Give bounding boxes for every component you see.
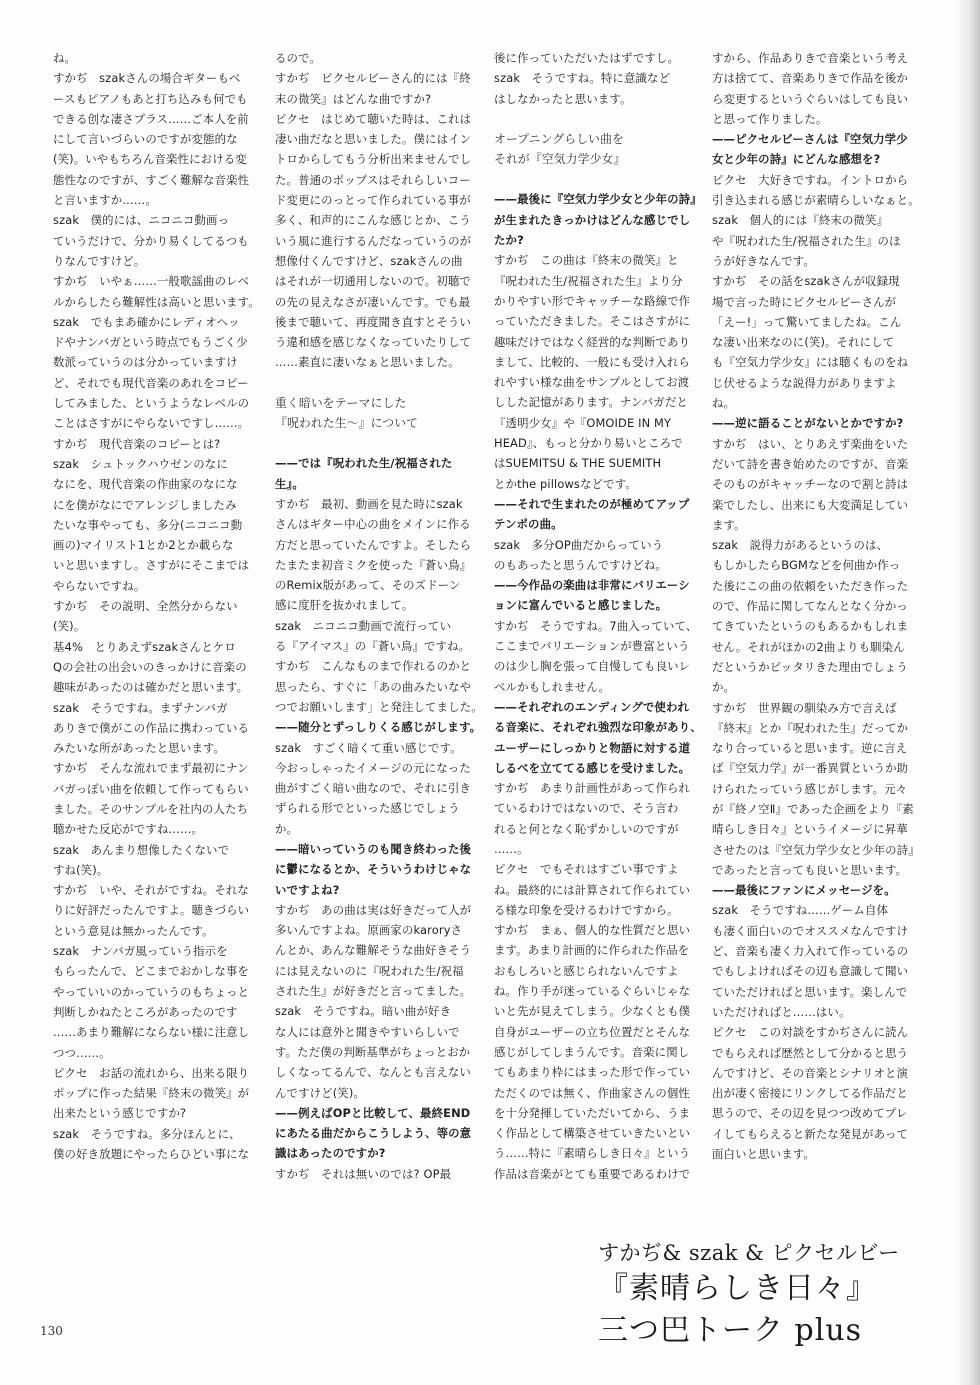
text-line: はSUEMITSU & THE SUEMITH	[494, 456, 662, 471]
text-line: すかぢ はい、とりあえず楽曲をいた	[712, 436, 909, 451]
text-line: 画の)マイリスト1とか2とか載らな	[53, 538, 234, 553]
interview-question-line: ——では『呪われた生/祝福された	[275, 456, 453, 471]
text-line: できる创な凄さプラス……ご本人を前	[53, 111, 249, 126]
interview-question-line: ——それで生まれたのが極めてアップ	[494, 496, 690, 511]
text-line: すかぢ 世界観の馴染み方で言えば	[712, 700, 897, 715]
text-line: ……。	[494, 841, 529, 856]
text-line: ずられる形でといった感じでしょう	[275, 801, 460, 816]
text-line: してみました、というようなレベルの	[53, 396, 250, 411]
interview-question-line: にあたる曲だからこうしよう、等の意	[275, 1126, 472, 1141]
text-line: まして、比較的、一般にも受け入れら	[494, 354, 690, 369]
text-line: な人には意外と聞きやすいらしいで	[275, 1024, 460, 1039]
text-line: のもあったと思うんですけどね。	[494, 557, 667, 572]
text-line: ピクセ お話の流れから、出来る限り	[53, 1065, 250, 1080]
text-line: szak 個人的には『終末の微笑』	[712, 213, 889, 228]
text-line: すかぢ あまり計画性があって作られ	[494, 781, 691, 796]
text-line: だというかピッタリきた理由でしょう	[712, 659, 908, 674]
text-line: ピクセ 大好きですね。イントロから	[712, 172, 909, 187]
text-line: 面白いと思います。	[712, 1147, 815, 1162]
text-line: すかぢ まぁ、個人的な性質だと思い	[494, 923, 691, 938]
text-line: れると何となく恥ずかしいのですが	[494, 821, 679, 836]
text-line: やっていいのかっていうのもちょっと	[53, 984, 250, 999]
text-line: szak 説得力があるというのは、	[712, 538, 889, 553]
text-line: つつ……。	[53, 1045, 111, 1060]
section-heading: それが『空気力学少女』	[494, 152, 626, 167]
text-line: ルからしたら難解性は高いと思います。	[53, 294, 260, 309]
text-line: ていうだけで、分かり易くしてるつも	[53, 233, 249, 248]
text-line: う……特に『素晴らしき日々』という	[494, 1146, 691, 1161]
text-column-3	[494, 48, 702, 1181]
text-line: には見えないのに『呪われた生/祝福	[275, 963, 464, 978]
section-heading: 重く暗いをテーマにした	[275, 395, 407, 410]
text-line: Qの会社の出会いのきっかけに音楽の	[53, 659, 247, 674]
text-line: szak あんまり想像したくないで	[53, 842, 230, 857]
text-line: 出来たという感じですか?	[53, 1106, 187, 1121]
text-line: すかぢ いや、それがですね。それな	[53, 883, 249, 898]
text-line: 方だと思っていたんですよ。そしたら	[275, 537, 472, 552]
text-line: 出が凄く密接にリンクしてる作品だと	[712, 1086, 908, 1101]
text-line: う違和感を感じなくなっていたりして	[275, 335, 472, 350]
text-line: ドやナンバガという時点でもうごく少	[53, 335, 248, 350]
text-line: のは少し胸を張って自慢しても良いレ	[494, 659, 691, 674]
text-line: ました。そのサンプルを社内の人たち	[53, 801, 249, 816]
text-line: せん。それがほかの2曲よりも馴染ん	[712, 639, 905, 654]
text-line: 晴らしき日々』というイメージに昇華	[712, 822, 908, 837]
text-line: 『終末』とか『呪われた生』だってか	[712, 720, 909, 735]
interview-question-line: ——逆に語ることがないとかですか?	[712, 416, 904, 431]
text-line: みたいな所があったと思います。	[53, 741, 226, 756]
text-line: 後に作っていただいたはずですし。	[494, 51, 679, 65]
text-line: と言いますか……。	[53, 193, 157, 208]
text-line: 曲がすごく暗い曲なので、それに引き	[275, 781, 471, 796]
text-line: すかぢ そんな流れでまず最初にナン	[53, 761, 249, 776]
text-line: (笑)。	[53, 619, 86, 634]
text-line: szak そうですね。多分ほんとに、	[53, 1126, 241, 1141]
text-line: 趣味だけではなく経営的な判断であり	[494, 334, 691, 349]
text-line: szak そうですね。暗い曲が好き	[275, 1004, 452, 1019]
text-line: も凄く面白いのでオススメなんですけ	[712, 923, 909, 938]
text-line: いう風に進行するんだなっていうのが	[275, 233, 472, 248]
text-line: けられたっていう感じがします。元々	[712, 781, 908, 796]
interview-question-line: 女と少年の詩』にどんな感想を?	[712, 152, 881, 167]
text-line: すかぢ 最初、動画を見た時にszak	[275, 496, 463, 511]
text-line: た後にこの曲の依頼をいただき作った	[712, 578, 909, 593]
text-line: 態性なのですが、すごく難解な音楽性	[53, 172, 250, 187]
text-line: ので、作品に関してなんとなく分かっ	[712, 599, 908, 614]
text-line: ことはさすがにやらないですし……。	[53, 416, 250, 431]
text-line: ね。	[53, 51, 77, 65]
text-line: イしてもらえると新たな発見があって	[712, 1126, 909, 1141]
section-heading: オープニングらしい曲を	[494, 131, 625, 146]
text-line: ます。	[712, 517, 746, 532]
text-line: ポップに作った結果『終末の微笑』が	[53, 1086, 250, 1101]
text-line: すかぢ いやぁ……一般歌謡曲のレベ	[53, 274, 250, 289]
text-line: かりやすい形でキャッチーな路線で作	[494, 293, 691, 308]
text-line: szak そうですね。特に意識など	[494, 71, 671, 86]
text-line: れやすい様な曲をサンプルとしてお渡	[494, 375, 690, 390]
text-line: ピクセ でもそれはすごい事ですよ	[494, 862, 679, 877]
text-line: szak そうですね。まずナンバガ	[53, 700, 228, 715]
text-line: ここまでバリエーションが豊富という	[494, 639, 690, 654]
interview-question-line: しるべを立ててる感じを受けました。	[494, 760, 691, 775]
text-line: szak 多分OP曲だからっていう	[494, 537, 664, 552]
text-line: 今おっしゃったイメージの元になった	[275, 760, 471, 775]
binding-shadow	[956, 0, 980, 1385]
text-line: さんはギター中心の曲をメインに作る	[275, 517, 471, 532]
text-line: しした記憶があります。ナンバガだと	[494, 395, 688, 410]
article-title-block	[598, 1238, 928, 1352]
text-line: szak そうですね……ゲーム自体	[712, 903, 889, 918]
text-line: すかぢ 現代音楽のコピーとは?	[53, 436, 221, 451]
text-line: 末の微笑』はどんな曲ですか?	[275, 91, 432, 106]
interview-question-line: 識はあったのですか?	[275, 1146, 386, 1161]
text-line: 作品は音楽がとても重要であるわけで	[494, 1166, 691, 1181]
text-line: 楽でしたし、出来にも大変満足してい	[712, 497, 909, 512]
text-line: 思ったら、すぐに「あの曲みたいなや	[275, 679, 472, 694]
text-line: szak すごく暗くて重い感じです。	[275, 740, 462, 755]
text-line: りに好評だったんですよ。聴きづらい	[53, 903, 250, 918]
text-line: ら変更するというぐらいはしても良い	[712, 91, 909, 106]
interview-question-line: いですよね?	[275, 882, 340, 897]
text-line: ……素直に凄いなぁと思いました。	[275, 355, 460, 370]
text-line: 『呪われた生/祝福された生』より分	[494, 273, 683, 288]
text-line: なにを、現代音楽の作曲家のなにな	[53, 477, 238, 492]
text-line: された生』が好きだと言ってました。	[275, 984, 472, 999]
text-line: いと先が見えてしまう。少なくとも僕	[494, 1004, 691, 1019]
interview-question-line: に鬱になるとか、そういうわけじゃな	[275, 862, 472, 877]
text-line: にを僕がなにでアレンジしましたみ	[53, 497, 237, 512]
interview-question-line: ——暗いっていうのも聞き終わった後	[275, 841, 472, 856]
text-line: トロからしてもう分析出来ませんでし	[275, 152, 472, 167]
text-line: ね。作り手が迷っているぐらいじゃな	[494, 984, 691, 999]
text-line: すかぢ この曲は『終末の微笑』と	[494, 253, 679, 268]
text-line: 判断しかねたところがあったのです	[53, 1004, 238, 1019]
title-main: 『素晴らしき日々』	[598, 1271, 877, 1306]
text-line: すかぢ ピクセルビーさん的には『終	[275, 71, 471, 86]
text-line: 基4% とりあえずszakさんとケロ	[53, 639, 236, 654]
text-line: る『アイマス』の『蒼い鳥』ですね。	[275, 639, 471, 654]
text-line: 凄い曲だなと思いました。僕にはイン	[275, 132, 472, 147]
text-line: な凄い出来なのに(笑)。それにして	[712, 335, 895, 350]
text-line: だいて詩を書き始めたのですが、音楽	[712, 456, 909, 471]
text-line: の先の見えなさが凄いんです。でも最	[275, 294, 471, 309]
text-line: すかぢ それは無いのでは? OP最	[275, 1166, 452, 1181]
page-number: 130	[40, 1324, 63, 1338]
text-line: はしなかったと思います。	[494, 91, 632, 106]
text-line: っていただきました。そこはさすがに	[494, 314, 691, 329]
text-line: か。	[712, 680, 736, 695]
text-line: と思って作りました。	[712, 111, 828, 126]
interview-question-line: ——それぞれのエンディングで使われ	[494, 699, 690, 714]
text-line: 感に度肝を抜かれまして。	[275, 598, 414, 613]
text-line: りなんですけど。	[53, 253, 146, 268]
text-line: 自身がユーザーの立ち位置だとそんな	[494, 1024, 691, 1039]
text-line: szak ナンバガ風っていう指示を	[53, 944, 228, 959]
text-line: すから、作品ありきで音楽という考え	[712, 51, 909, 65]
text-line: szak シュトックハウゼンのなに	[53, 456, 228, 471]
text-line: にして言いづらいのですが変態的な	[53, 132, 238, 147]
text-column-1	[53, 48, 260, 1162]
text-line: んですけど、その音楽とシナリオと演	[712, 1065, 909, 1080]
text-line: という意見は無かったんです。	[53, 923, 214, 938]
text-line: や『呪われた生/祝福された生』のほ	[712, 233, 901, 248]
title-subtitle: 三つ巴トーク plus	[598, 1313, 863, 1348]
text-line: ど、音楽も凄く力入れて作っているの	[712, 944, 909, 959]
interview-question-line: る音楽に、それぞれ強烈な印象があり、	[494, 720, 702, 735]
text-line: 感じがしてしまうんです。音楽に関し	[494, 1044, 690, 1059]
interview-question-line: ——例えばOPと比較して、最終END	[275, 1105, 471, 1120]
text-line: た。普通のポップスはそれらしいコー	[275, 172, 471, 187]
text-line: すかぢ あの曲は実は好きだって人が	[275, 902, 472, 917]
text-line: でもらえれば歴然として分かると思う	[712, 1045, 909, 1060]
text-line: すね(笑)。	[53, 862, 109, 877]
interview-question-line: 生』。	[275, 476, 304, 491]
interview-question-line: ——今作品の楽曲は非常にバリエーシ	[494, 578, 690, 593]
text-line: る様な印象を受けるわけですから。	[494, 902, 679, 917]
interview-question-line: ョンに富んでいると感じました。	[494, 598, 668, 613]
text-line: てきていたというのもあるかもしれま	[712, 619, 909, 634]
interview-question-line: ——最後にファンにメッセージを。	[712, 883, 896, 898]
text-line: たいな事やっても、多分(ニコニコ動	[53, 517, 243, 532]
interview-question-line: ——最後に『空気力学少女と少年の詩』	[494, 192, 702, 207]
text-line: を十分発揮していただいてから、うま	[494, 1105, 691, 1120]
interview-question-line: テンポの曲。	[494, 517, 563, 532]
text-line: うが好きなんです。	[712, 253, 815, 268]
text-line: 後まで聴いて、再度聞き直すとそうい	[275, 314, 471, 329]
text-line: ……あまり難解にならない様に注意し	[53, 1025, 250, 1040]
text-line: のRemix版があって、そのズドーン	[275, 578, 461, 593]
text-line: か。	[275, 821, 299, 836]
interview-question-line: たか?	[494, 233, 524, 248]
text-line: 多いんですよね。原画家のkaroryさ	[275, 923, 463, 938]
text-line: させたのは『空気力学少女と少年の詩』	[712, 842, 920, 857]
text-line: ど、それでも現代音楽のあれをコピー	[53, 375, 249, 390]
text-line: じ伏せるような説得力がありますよ	[712, 375, 897, 390]
text-line: たまたま初音ミクを使った『蒼い鳥』	[275, 557, 472, 572]
text-line: バガっぽい曲を依頼して作ってもらい	[53, 781, 249, 796]
text-line: ピクセ はじめて聴いた時は、これは	[275, 111, 472, 126]
interview-question-line: ——ピクセルビーさんは『空気力学少	[712, 132, 908, 147]
text-line: すかぢ szakさんの場合ギターもベ	[53, 71, 241, 86]
text-line: 数派っていうのは分かっていますけ	[53, 355, 238, 370]
text-line: す。ただ僕の判断基準がちょっとおか	[275, 1044, 471, 1059]
text-line: 聴かせた反応がですね……。	[53, 822, 204, 837]
text-line: とかthe pillowsなどです。	[494, 476, 637, 491]
text-line: ピクセ この対談をすかぢさんに読ん	[712, 1025, 909, 1040]
text-line: 引き込まれる感じが素晴らしいなぁと。	[712, 193, 920, 208]
text-line: ースもピアノもあと打ち込みも何でも	[53, 91, 248, 106]
text-line: はそれが一切通用しないので。初聴で	[275, 274, 471, 289]
text-line: おもしろいと感じられないんですよ	[494, 963, 679, 978]
text-line: しくなってるんで、なんとも言えない	[275, 1065, 471, 1080]
text-line: んとか、あんな難解そうな曲好きそう	[275, 943, 472, 958]
text-line: すかぢ そうですね。7曲入っていて、	[494, 618, 698, 633]
text-line: 多く、和声的にこんな感じとか、こう	[275, 213, 471, 228]
text-line: るので。	[275, 51, 321, 65]
text-line: 「えー!」って驚いてましたね。こん	[712, 314, 902, 329]
title-participants: すかぢ& szak & ピクセルビー	[598, 1241, 900, 1265]
text-line: ド変更にのっとって作られている事が	[275, 193, 471, 208]
text-column-2	[275, 48, 483, 1181]
text-line: つでお願いします」と発注してました。	[275, 699, 483, 714]
text-line: そのものがキャッチーなので割と詩は	[712, 477, 909, 492]
text-line: ありきで僕がこの作品に携わっている	[53, 720, 250, 735]
section-heading: 『呪われた生〜』について	[275, 416, 419, 431]
interview-question-line: が生まれたきっかけはどんな感じでし	[494, 212, 691, 227]
text-line: すかぢ その話をszakさんが収録現	[712, 274, 900, 289]
text-line: 想像付くんですけど、szakさんの曲	[275, 253, 463, 268]
text-line: すかぢ その説明、全然分からない	[53, 599, 238, 614]
text-line: 方は捨てて、音楽ありきで作品を後か	[712, 71, 908, 86]
text-line: んですけど(笑)。	[275, 1085, 365, 1100]
interview-question-line: ユーザーにしっかりと物語に対する道	[494, 740, 691, 755]
text-line: 僕の好き放題にやったらひどい事にな	[53, 1147, 250, 1162]
text-line: すかぢ こんなものまで作れるのかと	[275, 659, 472, 674]
text-line: ただくのでは無く、作曲家さんの個性	[494, 1085, 690, 1100]
text-line: でもしよければその辺も意識して聞い	[712, 964, 909, 979]
text-line: いただければと……はい。	[712, 1004, 851, 1019]
text-line: 『透明少女』や『OMOIDE IN MY	[494, 415, 672, 430]
text-line: もらったんで、どこまでおかしな事を	[53, 964, 249, 979]
text-line: てもあまり枠にはまった形で作ってい	[494, 1065, 691, 1080]
text-line: ているわけではないので、そう言わ	[494, 801, 679, 816]
text-line: 趣味があったのは確かだと思います。	[53, 680, 249, 695]
text-line: いと思いますし。さすがにそこまでは	[53, 558, 250, 573]
text-line: 場で言った時にピクセルビーさんが	[712, 294, 897, 309]
interview-question-line: ——随分とずっしりくる感じがします。	[275, 720, 482, 735]
text-line: もしかしたらBGMなどを何曲か作っ	[712, 558, 901, 573]
text-line: ていただければと思います。楽しんで	[712, 984, 908, 999]
text-line: ね。最終的には計算されて作られてい	[494, 882, 691, 897]
text-line: く作品として構築させていきたいとい	[494, 1126, 691, 1141]
text-line: 思うので、その辺を見つつ改めてプレ	[712, 1106, 908, 1121]
text-line: であったと言っても良いと思います。	[712, 862, 908, 877]
text-line: szak 僕的には、ニコニコ動画っ	[53, 213, 230, 228]
text-line: szak ニコニコ動画で流行ってい	[275, 618, 452, 633]
text-line: (笑)。いやもちろん音楽性における変	[53, 152, 247, 167]
text-line: ば『空気力学』が一番異質というか助	[712, 761, 909, 776]
text-line: HEAD』、もっと分かり易いところで	[494, 436, 683, 451]
text-line: ベルかもしれません。	[494, 679, 611, 694]
text-line: が『終ノ空Ⅱ』であった企画をより『素	[712, 801, 914, 816]
text-line: ます。あまり計画的に作られた作品を	[494, 943, 690, 958]
text-line: ね。	[712, 396, 736, 411]
text-line: も『空気力学少女』には聴くものをね	[712, 355, 909, 370]
text-column-4	[712, 48, 920, 1162]
text-line: なり合っていると思います。逆に言え	[712, 741, 908, 756]
text-line: szak でもまあ確かにレディオヘッ	[53, 314, 240, 329]
text-line: やらないですね。	[53, 578, 146, 593]
